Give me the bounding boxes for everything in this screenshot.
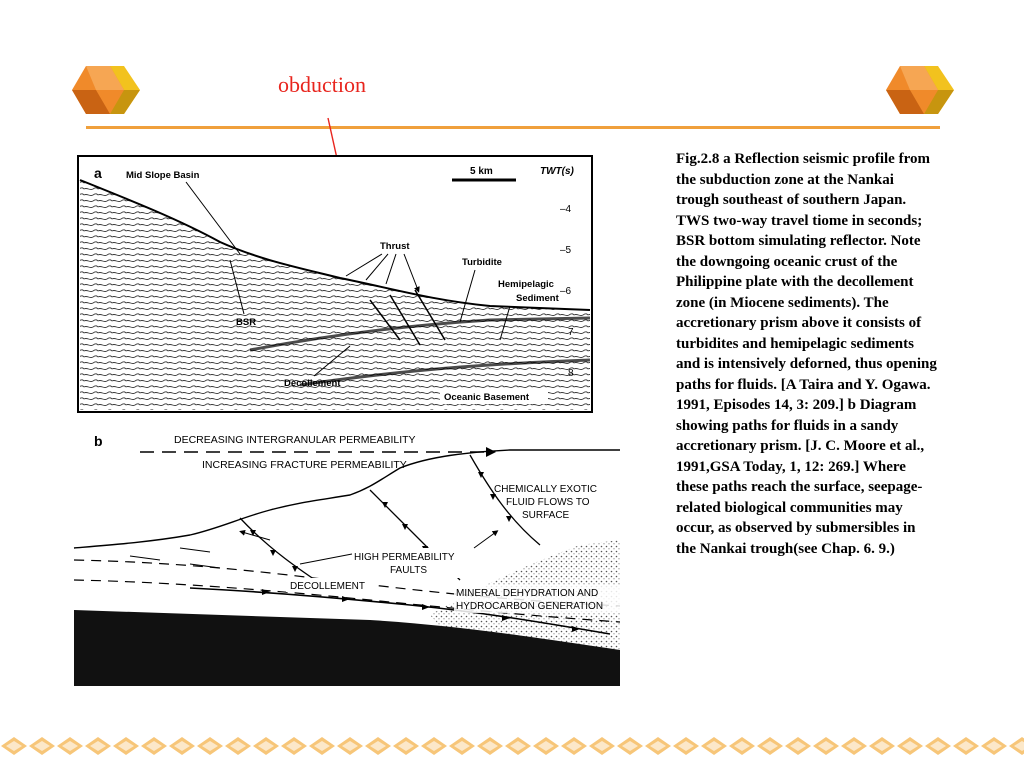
twt-tick-4: –4 — [560, 204, 572, 215]
twt-tick-6: –6 — [560, 286, 572, 297]
exotic-fluid-label-2: FLUID FLOWS TO — [506, 497, 590, 508]
sediment-label: Sediment — [516, 293, 559, 304]
bsr-label: BSR — [236, 317, 257, 328]
decreasing-permeability-label: DECREASING INTERGRANULAR PERMEABILITY — [174, 434, 416, 446]
hemipelagic-label: Hemipelagic — [498, 279, 554, 290]
faults-label: FAULTS — [390, 565, 428, 576]
cube-logo-right-icon — [880, 58, 956, 122]
panel-a — [78, 156, 592, 412]
twt-tick-7: 7 — [568, 327, 574, 338]
cube-logo-left-icon — [66, 58, 142, 122]
scale-label: 5 km — [470, 166, 493, 177]
high-permeability-label: HIGH PERMEABILITY — [354, 552, 455, 563]
decollement-a-label: Decollement — [284, 378, 341, 389]
twt-tick-5: –5 — [560, 245, 572, 256]
hydrocarbon-generation-label: HYDROCARBON GENERATION — [456, 601, 604, 612]
mid-slope-basin-label: Mid Slope Basin — [126, 170, 200, 181]
diamond-footer-border — [0, 736, 1024, 756]
turbidite-label: Turbidite — [462, 257, 502, 268]
twt-tick-8: 8 — [568, 368, 574, 379]
exotic-fluid-label-1: CHEMICALLY EXOTIC — [494, 484, 597, 495]
figure-caption: Fig.2.8 a Reflection seismic profile from the subduction zone at the Nankai trough southeast of southern Japan. TWS two-way travel tiome in seconds; BSR bottom simulating reflector. Note the downgoing oceanic crust of the Philippine plate with the decollement zone (in Miocene sediments). The accretionary prism above it consists of turbidites and hemipelagic sediments and is intensively deforned, thus opening paths for fluids. [A Taira and Y. Ogawa. 1991, Episodes 14, 3: 209.] b Diagram showing paths for fluids in a sandy accretionary prism. [J. C. Moore et al., 1991,GSA Today, 1, 12: 269.] Where these paths reach the surface, seepage-related biological communities may occur, as observed by submersibles in the Nankai trough(see Chap. 6. 9.) — [676, 151, 937, 557]
slide-title: obduction — [278, 72, 366, 97]
mineral-dehydration-label: MINERAL DEHYDRATION AND — [456, 588, 599, 599]
thrust-label: Thrust — [380, 241, 410, 252]
twt-axis-label: TWT(s) — [540, 166, 574, 177]
increasing-permeability-label: INCREASING FRACTURE PERMEABILITY — [202, 459, 407, 471]
exotic-fluid-label-3: SURFACE — [522, 510, 570, 521]
oceanic-basement-label: Oceanic Basement — [444, 392, 530, 403]
seismic-figure — [70, 150, 630, 690]
panel-a-label: a — [94, 165, 102, 181]
header-divider — [86, 126, 940, 129]
panel-b-label: b — [94, 433, 103, 449]
panel-b — [74, 433, 622, 686]
decollement-b-label: DECOLLEMENT — [290, 581, 366, 592]
